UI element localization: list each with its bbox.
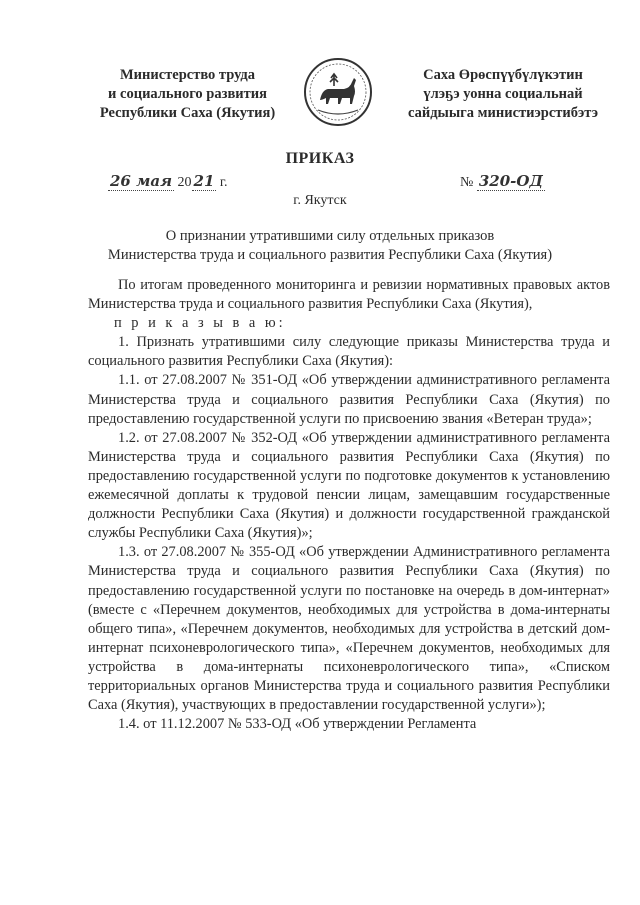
order-number [460,172,545,191]
header-right-line-3: сайдыыга министиэрстибэтэ [407,105,598,121]
paragraph-1-4: 1.4. от 11.12.2007 № 533-ОД «Об утверждении Регламента [118,716,477,733]
order-subject [80,227,580,265]
order-date [108,172,228,191]
intro-paragraph: По итогам проведенного мониторинга и ревизии нормативных правовых актов Министерства труда и социального развития Республики Саха (Якутия), [88,277,610,313]
header-right-line-2: үлэҕэ уонна социальнай [423,86,583,102]
header-left-line-3: Республики Саха (Якутия) [99,105,276,121]
ministry-header-sakha [388,66,618,123]
paragraph-1-1: 1.1. от 27.08.2007 № 351-ОД «Об утверждении административного регламента Министерства труда и социального развития Республики Саха (Якутия) по предоставлению государственной услуги по присвоению звания «Ветеран труда»; [88,372,610,427]
document-body [88,276,610,734]
date-year-prefix: 20 [177,175,192,190]
number-value: 320-ОД [478,172,543,190]
order-word: п р и к а з ы в а ю: [114,315,286,332]
coat-of-arms-emblem [298,56,378,128]
paragraph-1-3: 1.3. от 27.08.2007 № 355-ОД «Об утверждении Административного регламента Министерства труда и социального развития Республики Саха (Якутия) по предоставлению государственной услуги по постановке на очередь в дом-интернат» (вместе с «Перечнем документов, необходимых для устройства в дома-интернаты общего типа», «Перечнем документов, необходимых для устройства в детский дом-интернат психоневрологического типа», «Перечнем документов, необходимых для устройства в дома-интернаты психоневрологического типа», «Списком территориальных органов Министерства труда и социального развития Республики Саха (Якутия), участвующих в предоставлении государственной услуги»); [88,544,610,714]
subject-line-1: О признании утратившими силу отдельных приказов [165,228,495,244]
ministry-header-russian [70,66,305,123]
paragraph-1: 1. Признать утратившими силу следующие приказы Министерства труда и социального развития Республики Саха (Якутия): [88,334,610,370]
header-left-line-1: Министерство труда [119,67,256,83]
date-year-suffix: 21 [193,172,215,190]
date-day-month: 26 мая [110,172,173,190]
header-right-line-1: Саха Өрөспүүбүлүкэтин [423,67,583,83]
city-label: г. Якутск [293,193,347,208]
date-suffix: г. [219,175,228,190]
subject-line-2: Министерства труда и социального развития Республики Саха (Якутия) [107,247,553,263]
paragraph-1-2: 1.2. от 27.08.2007 № 352-ОД «Об утверждении административного регламента Министерства труда и социального развития Республики Саха (Якутия) по предоставлению государственной услуги по подготовке документов к установлению ежемесячной доплаты к трудовой пенсии лицам, замещавшим государственные должности Республики Саха (Якутия) и должности государственной гражданской службы Республики Саха (Якутия)»; [88,429,610,542]
document-title: ПРИКАЗ [285,150,355,167]
number-label: № [460,175,474,190]
header-left-line-2: и социального развития [108,86,267,102]
